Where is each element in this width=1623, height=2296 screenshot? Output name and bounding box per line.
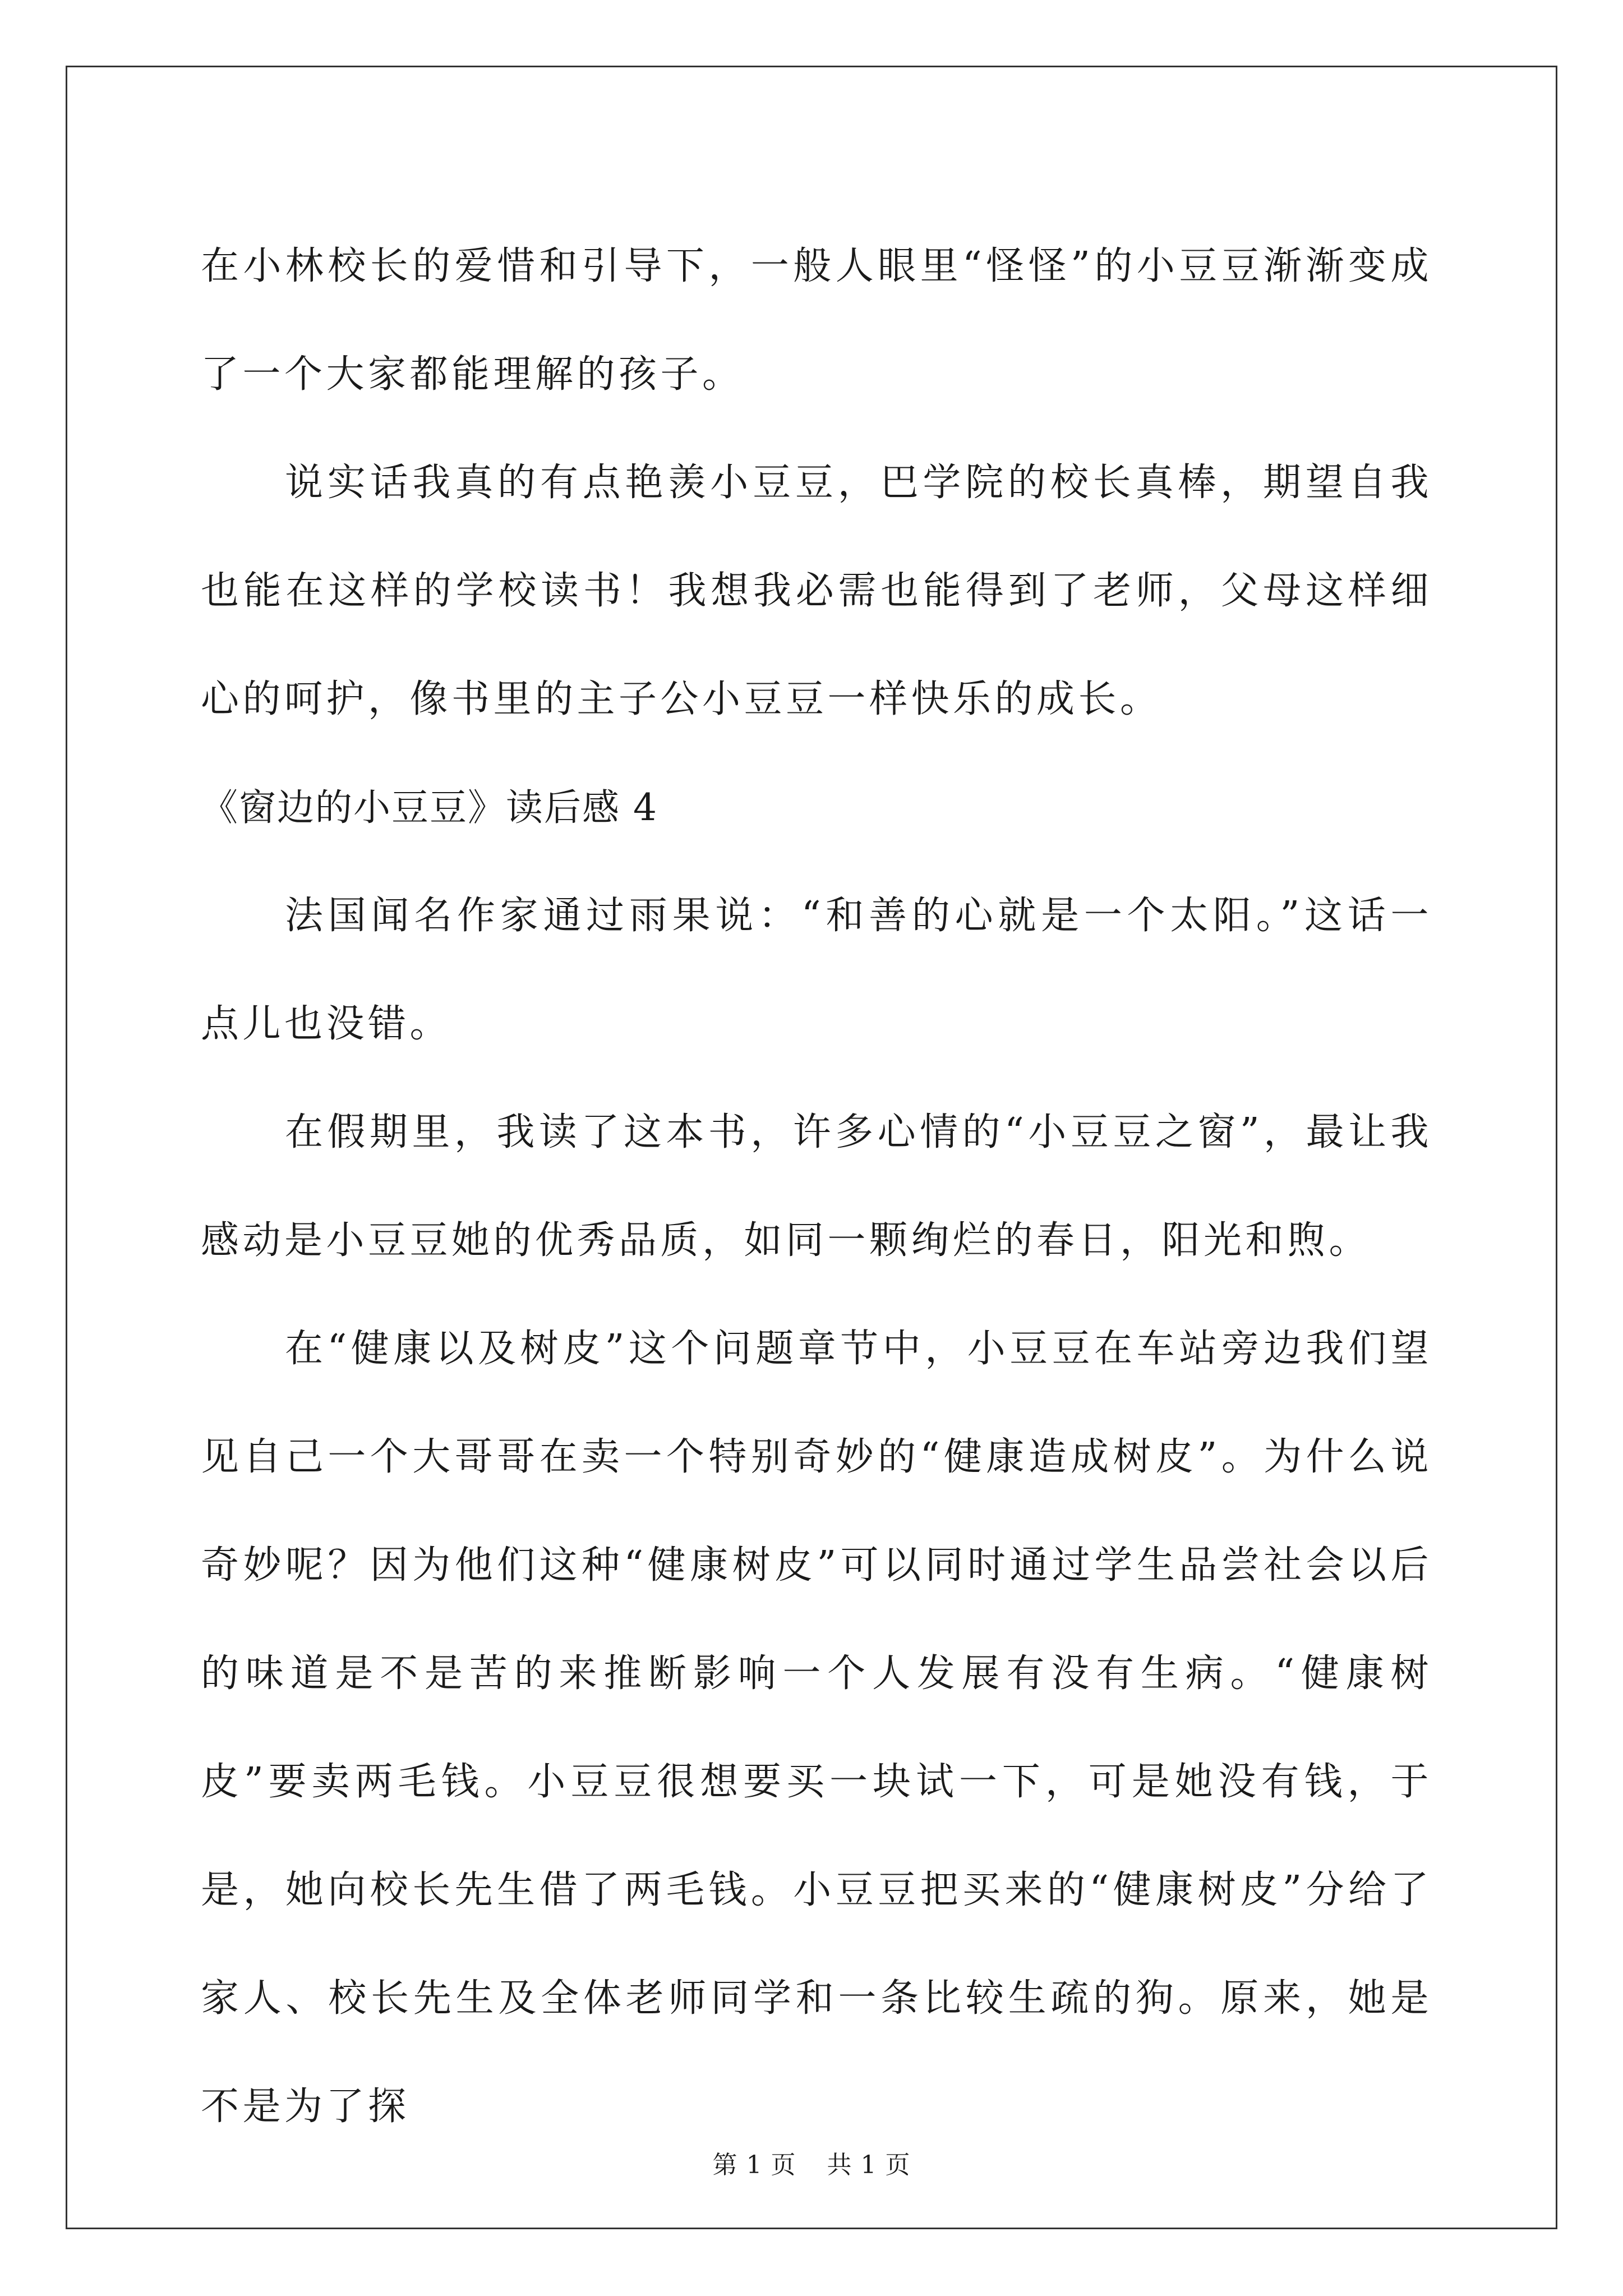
document-body bbox=[201, 212, 1432, 2161]
page-number: 第 1 页 bbox=[712, 2151, 796, 2179]
paragraph: 在“健康以及树皮”这个问题章节中，小豆豆在车站旁边我们望见自己一个大哥哥在卖一个特别奇妙的“健康造成树皮”。为什么说奇妙呢？因为他们这种“健康树皮”可以同时通过学生品尝社会以后的味道是不是苦的来推断影响一个人发展有没有生病。“健康树皮”要卖两毛钱。小豆豆很想要买一块试一下，可是她没有钱，于是，她向校长先生借了两毛钱。小豆豆把买来的“健康树皮”分给了家人、校长先生及全体老师同学和一条比较生疏的狗。原来，她是不是为了探 bbox=[201, 1327, 1432, 2129]
section-heading: 《窗边的小豆豆》读后感 4 bbox=[201, 786, 658, 829]
paragraph: 说实话我真的有点艳羡小豆豆，巴学院的校长真棒，期望自我也能在这样的学校读书！我想我必需也能得到了老师，父母这样细心的呵护，像书里的主子公小豆豆一样快乐的成长。 bbox=[201, 461, 1432, 721]
paragraph: 法国闻名作家通过雨果说：“和善的心就是一个太阳。”这话一点儿也没错。 bbox=[201, 894, 1432, 1046]
paragraph: 在小林校长的爱惜和引导下，一般人眼里“怪怪”的小豆豆渐渐变成了一个大家都能理解的孩子。 bbox=[201, 244, 1432, 397]
page-total: 共 1 页 bbox=[827, 2151, 911, 2179]
page-footer bbox=[0, 2148, 1623, 2182]
paragraph: 在假期里，我读了这本书，许多心情的“小豆豆之窗”，最让我感动是小豆豆她的优秀品质，如同一颗绚烂的春日，阳光和煦。 bbox=[201, 1110, 1432, 1263]
